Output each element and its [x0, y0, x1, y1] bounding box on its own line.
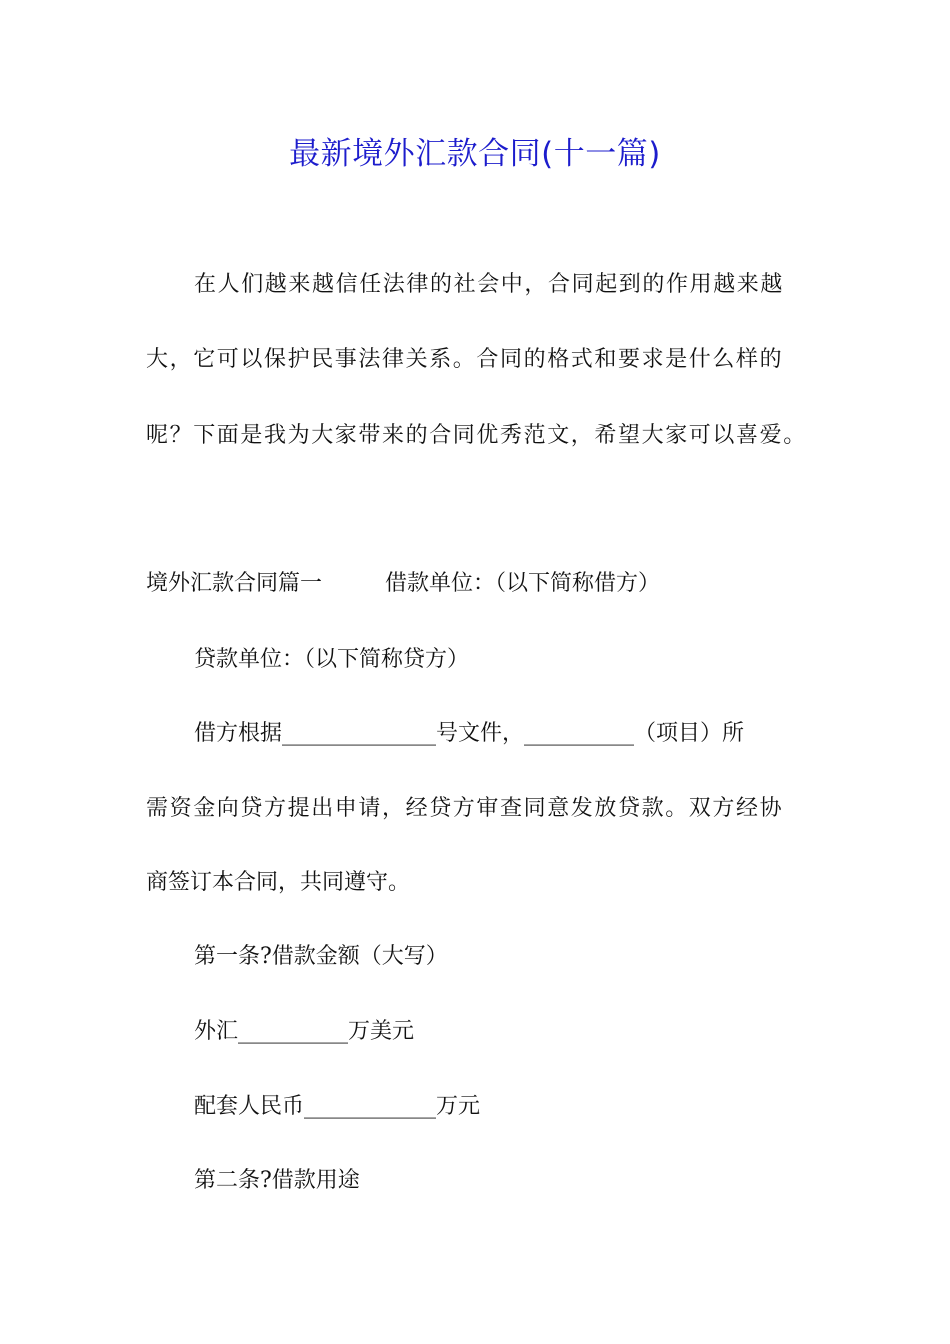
- document-title: 最新境外汇款合同(十一篇): [289, 136, 661, 172]
- foreign-currency-line: 外汇__________万美元: [194, 1019, 415, 1044]
- intro-line-2: 大，它可以保护民事法律关系。合同的格式和要求是什么样的: [146, 347, 784, 372]
- intro-line-1: 在人们越来越信任法律的社会中，合同起到的作用越来越: [194, 272, 785, 297]
- basis-line-1: 借方根据______________号文件，__________（项目）所: [194, 721, 745, 746]
- article-1-heading: 第一条?借款金额（大写）: [194, 944, 448, 969]
- article-2-heading: 第二条?借款用途: [194, 1168, 360, 1193]
- basis-line-2: 需资金向贷方提出申请，经贷方审查同意发放贷款。双方经协: [146, 796, 784, 821]
- lender-line: 贷款单位：（以下简称贷方）: [194, 647, 470, 672]
- basis-line-3: 商签订本合同，共同遵守。: [146, 870, 411, 895]
- intro-line-3: 呢？下面是我为大家带来的合同优秀范文，希望大家可以喜爱。: [146, 423, 807, 448]
- section-heading: 境外汇款合同篇一: [146, 571, 323, 596]
- rmb-line: 配套人民币____________万元: [194, 1094, 481, 1119]
- borrower-line: 借款单位：（以下简称借方）: [385, 571, 661, 596]
